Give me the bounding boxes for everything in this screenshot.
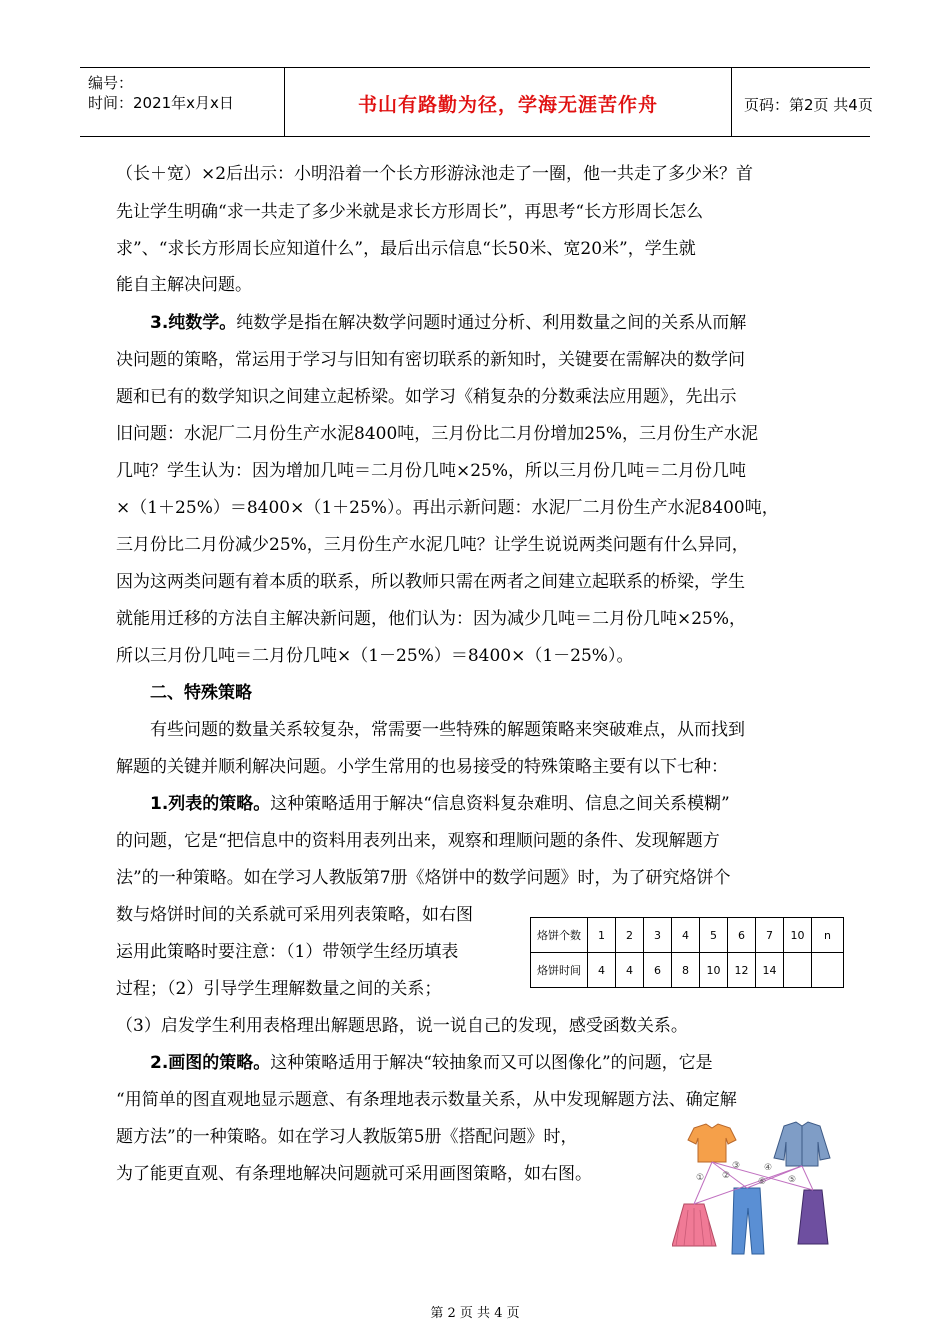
text-line: ×（1＋25%）＝8400×（1＋25%）。再出示新问题：水泥厂二月份生产水泥8400吨，: [116, 498, 779, 518]
table-row: [531, 918, 844, 953]
text-line: 求”、“求长方形周长应知道什么”，最后出示信息“长50米、宽20米”，学生就: [116, 239, 696, 259]
table-cell: [784, 953, 812, 988]
text-line: 就能用迁移的方法自主解决新问题，他们认为：因为减少几吨＝二月份几吨×25%，: [116, 609, 747, 629]
header-page-info: 页码：第2页 共4页: [744, 96, 873, 114]
text-line: 几吨？学生认为：因为增加几吨＝二月份几吨×25%，所以三月份几吨＝二月份几吨: [116, 461, 747, 481]
strategy-1-paragraph-start: [150, 793, 730, 815]
text-span: 纯数学是指在解决数学问题时通过分析、利用数量之间的关系从而解: [236, 313, 747, 333]
section-2-heading: 二、特殊策略: [150, 683, 252, 703]
table-cell: 7: [756, 918, 784, 953]
text-line: 为了能更直观、有条理地解决问题就可采用画图策略，如右图。: [116, 1164, 592, 1184]
table-cell: 12: [728, 953, 756, 988]
header-middle-cell: [285, 68, 732, 136]
text-line: 三月份比二月份减少25%，三月份生产水泥几吨？让学生说说两类问题有什么异同，: [116, 535, 749, 555]
table-cell: n: [812, 918, 844, 953]
text-line: 因为这两类问题有着本质的联系，所以教师只需在两者之间建立起联系的桥梁，学生: [116, 572, 745, 592]
table-cell: 4: [672, 918, 700, 953]
text-span: 这种策略适用于解决“较抽象而又可以图像化”的问题，它是: [270, 1053, 713, 1073]
header-left-cell: [80, 68, 285, 136]
table-cell: 6: [728, 918, 756, 953]
table-cell: [812, 953, 844, 988]
section-3-paragraph-start: [150, 312, 746, 334]
marker-5: ⑤: [788, 1175, 797, 1185]
text-line: 的问题，它是“把信息中的资料用表列出来，观察和理顺问题的条件、发现解题方: [116, 831, 720, 851]
table-cell: 4: [616, 953, 644, 988]
strategy-2-paragraph-start: [150, 1052, 713, 1074]
table-cell: 10: [784, 918, 812, 953]
marker-6: ⑥: [758, 1177, 767, 1187]
blue-jeans-icon: [732, 1188, 764, 1254]
clothing-matching-figure: [672, 1118, 852, 1258]
text-line: 先让学生明确“求一共走了多少米就是求长方形周长”，再思考“长方形周长怎么: [116, 202, 704, 222]
marker-2: ②: [722, 1171, 731, 1181]
pancake-table: [530, 917, 844, 988]
header-motto: 书山有路勤为径，学海无涯苦作舟: [357, 94, 658, 116]
orange-tshirt-icon: [688, 1124, 736, 1162]
page-header: [80, 67, 873, 137]
text-line: 解题的关键并顺利解决问题。小学生常用的也易接受的特殊策略主要有以下七种：: [116, 757, 728, 777]
table-cell: 2: [616, 918, 644, 953]
text-line: 运用此策略时要注意：（1）带领学生经历填表: [116, 942, 459, 962]
marker-3: ③: [732, 1161, 741, 1171]
purple-skirt-icon: [798, 1190, 828, 1244]
strategy-2-title: 2.画图的策略。: [150, 1053, 271, 1073]
text-line: 题方法”的一种策略。如在学习人教版第5册《搭配问题》时，: [116, 1127, 578, 1147]
marker-1: ①: [696, 1173, 705, 1183]
text-line: 旧问题：水泥厂二月份生产水泥8400吨，三月份比二月份增加25%，三月份生产水泥: [116, 424, 759, 444]
text-line: 能自主解决问题。: [116, 275, 252, 295]
strategy-1-title: 1.列表的策略。: [150, 794, 271, 814]
text-line: 决问题的策略，常运用于学习与旧知有密切联系的新知时，关键要在需解决的数学问: [116, 350, 745, 370]
text-line: （长＋宽）×2后出示：小明沿着一个长方形游泳池走了一圈，他一共走了多少米？首: [116, 164, 754, 184]
text-line: 法”的一种策略。如在学习人教版第7册《烙饼中的数学问题》时，为了研究烙饼个: [116, 868, 731, 888]
text-line: 题和已有的数学知识之间建立起桥梁。如学习《稍复杂的分数乘法应用题》，先出示: [116, 387, 737, 407]
text-span: 这种策略适用于解决“信息资料复杂难明、信息之间关系模糊”: [270, 794, 730, 814]
table-cell: 14: [756, 953, 784, 988]
table-cell: 5: [700, 918, 728, 953]
table-cell: 8: [672, 953, 700, 988]
text-line: 所以三月份几吨＝二月份几吨×（1－25%）＝8400×（1－25%）。: [116, 646, 634, 666]
table-cell: 6: [644, 953, 672, 988]
section-3-title: 3.纯数学。: [150, 313, 237, 333]
text-line: （3）启发学生利用表格理出解题思路，说一说自己的发现，感受函数关系。: [116, 1016, 688, 1036]
text-line: 过程；（2）引导学生理解数量之间的关系；: [116, 979, 442, 999]
date-label: 时间：2021年x月x日: [88, 94, 234, 112]
table-cell: 3: [644, 918, 672, 953]
code-label: 编号：: [88, 74, 134, 92]
row-header-time: 烙饼时间: [531, 953, 588, 988]
table-cell: 1: [588, 918, 616, 953]
text-line: “用简单的图直观地显示题意、有条理地表示数量关系，从中发现解题方法、确定解: [116, 1090, 737, 1110]
page-footer: 第 2 页 共 4 页: [430, 1306, 520, 1321]
row-header-count: 烙饼个数: [531, 918, 588, 953]
table-row: [531, 953, 844, 988]
text-line: 有些问题的数量关系较复杂，常需要一些特殊的解题策略来突破难点，从而找到: [150, 720, 745, 740]
marker-4: ④: [764, 1163, 773, 1173]
table-cell: 10: [700, 953, 728, 988]
header-right-cell: [732, 68, 873, 136]
text-line: 数与烙饼时间的关系就可采用列表策略，如右图: [116, 905, 473, 925]
table-cell: 4: [588, 953, 616, 988]
